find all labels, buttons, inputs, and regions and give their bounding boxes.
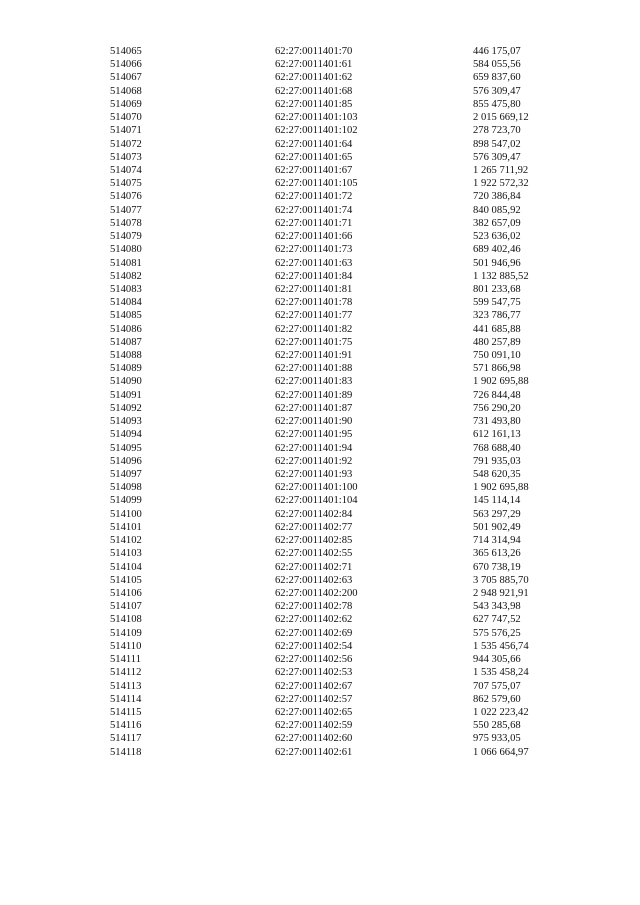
cadastral-number: 62:27:0011401:81 (275, 283, 353, 295)
cadastral-number: 62:27:0011401:64 (275, 138, 353, 150)
amount: 731 493,80 (473, 416, 521, 428)
row-number: 514095 (110, 442, 142, 454)
amount: 563 297,29 (473, 508, 521, 520)
cadastral-number: 62:27:0011401:82 (275, 323, 353, 335)
row-number: 514107 (110, 601, 142, 613)
table-row (0, 164, 640, 177)
cadastral-number: 62:27:0011402:65 (275, 706, 353, 718)
row-number: 514089 (110, 363, 142, 375)
cadastral-number: 62:27:0011402:200 (275, 587, 358, 599)
row-number: 514085 (110, 310, 142, 322)
cadastral-number: 62:27:0011401:62 (275, 72, 353, 84)
amount: 523 636,02 (473, 231, 521, 243)
cadastral-number: 62:27:0011401:72 (275, 191, 353, 203)
table-row (0, 124, 640, 137)
cadastral-number: 62:27:0011401:89 (275, 389, 353, 401)
table-row (0, 323, 640, 336)
amount: 768 688,40 (473, 442, 521, 454)
row-number: 514097 (110, 469, 142, 480)
cadastral-number: 62:27:0011401:78 (275, 297, 353, 309)
amount: 670 738,19 (473, 561, 521, 573)
row-number: 514111 (110, 654, 141, 666)
row-number: 514074 (110, 164, 142, 176)
amount: 2 015 669,12 (473, 112, 529, 124)
cadastral-number: 62:27:0011402:57 (275, 693, 353, 705)
row-number: 514075 (110, 178, 142, 190)
cadastral-number: 62:27:0011402:63 (275, 574, 353, 586)
cadastral-number: 62:27:0011402:67 (275, 680, 353, 692)
cadastral-number: 62:27:0011401:65 (275, 151, 353, 163)
table-row (0, 71, 640, 84)
table-row (0, 190, 640, 203)
cadastral-number: 62:27:0011401:103 (275, 112, 358, 124)
row-number: 514112 (110, 667, 142, 679)
cadastral-number: 62:27:0011401:84 (275, 270, 353, 282)
cadastral-number: 62:27:0011401:100 (275, 482, 358, 494)
row-number: 514080 (110, 244, 142, 256)
row-number: 514071 (110, 125, 142, 137)
row-number: 514110 (110, 640, 142, 652)
row-number: 514102 (110, 535, 142, 547)
table-row (0, 415, 640, 428)
row-number: 514096 (110, 455, 142, 467)
row-number: 514076 (110, 191, 142, 203)
cadastral-number: 62:27:0011401:71 (275, 217, 353, 229)
table-row (0, 547, 640, 560)
table-row (0, 296, 640, 309)
table-row (0, 58, 640, 71)
cadastral-number: 62:27:0011401:74 (275, 204, 353, 216)
table-row (0, 732, 640, 745)
amount: 1 922 572,32 (473, 178, 529, 190)
row-number: 514099 (110, 495, 142, 507)
row-number: 514077 (110, 204, 142, 216)
table-row (0, 706, 640, 719)
cadastral-number: 62:27:0011401:90 (275, 416, 353, 428)
row-number: 514079 (110, 231, 142, 243)
table-row (0, 640, 640, 653)
cadastral-number: 62:27:0011402:77 (275, 521, 353, 533)
row-number: 514081 (110, 257, 142, 269)
table-row (0, 600, 640, 613)
amount: 714 314,94 (473, 535, 521, 547)
row-number: 514103 (110, 548, 142, 560)
row-number: 514091 (110, 389, 142, 401)
amount: 278 723,70 (473, 125, 521, 137)
row-number: 514098 (110, 482, 142, 494)
amount: 791 935,03 (473, 455, 521, 467)
table-row (0, 98, 640, 111)
amount: 862 579,60 (473, 693, 521, 705)
row-number: 514106 (110, 587, 142, 599)
table-row (0, 283, 640, 296)
cadastral-number: 62:27:0011401:95 (275, 429, 353, 441)
amount: 720 386,84 (473, 191, 521, 203)
table-row (0, 494, 640, 507)
row-number: 514078 (110, 217, 142, 229)
cadastral-number: 62:27:0011401:93 (275, 469, 353, 480)
cadastral-number: 62:27:0011401:92 (275, 455, 353, 467)
amount: 756 290,20 (473, 402, 521, 414)
amount: 571 866,98 (473, 363, 521, 375)
row-number: 514073 (110, 151, 142, 163)
row-number: 514113 (110, 680, 142, 692)
table-row (0, 680, 640, 693)
row-number: 514065 (110, 46, 142, 57)
amount: 501 902,49 (473, 521, 521, 533)
table-row (0, 375, 640, 388)
table-row (0, 204, 640, 217)
amount: 3 705 885,70 (473, 574, 529, 586)
cadastral-number: 62:27:0011402:54 (275, 640, 353, 652)
amount: 575 576,25 (473, 627, 521, 639)
table-row (0, 151, 640, 164)
amount: 627 747,52 (473, 614, 521, 626)
table-row (0, 508, 640, 521)
amount: 550 285,68 (473, 720, 521, 732)
cadastral-number: 62:27:0011401:63 (275, 257, 353, 269)
cadastral-number: 62:27:0011401:68 (275, 85, 353, 97)
row-number: 514072 (110, 138, 142, 150)
table-row (0, 481, 640, 494)
amount: 548 620,35 (473, 469, 521, 480)
table-row (0, 627, 640, 640)
cadastral-number: 62:27:0011401:67 (275, 164, 353, 176)
amount: 1 022 223,42 (473, 706, 529, 718)
table-row (0, 561, 640, 574)
cadastral-number: 62:27:0011402:62 (275, 614, 353, 626)
table-row (0, 587, 640, 600)
table-row (0, 534, 640, 547)
amount: 726 844,48 (473, 389, 521, 401)
table-row (0, 693, 640, 706)
amount: 801 233,68 (473, 283, 521, 295)
amount: 855 475,80 (473, 98, 521, 110)
row-number: 514116 (110, 720, 142, 732)
table-row (0, 85, 640, 98)
cadastral-number: 62:27:0011402:61 (275, 746, 353, 758)
amount: 584 055,56 (473, 59, 521, 71)
amount: 840 085,92 (473, 204, 521, 216)
amount: 365 613,26 (473, 548, 521, 560)
table-row (0, 613, 640, 626)
table-row (0, 309, 640, 322)
row-number: 514086 (110, 323, 142, 335)
amount: 612 161,13 (473, 429, 521, 441)
cadastral-number: 62:27:0011401:83 (275, 376, 353, 388)
row-number: 514093 (110, 416, 142, 428)
data-table (0, 45, 640, 759)
row-number: 514070 (110, 112, 142, 124)
amount: 446 175,07 (473, 46, 521, 57)
amount: 543 343,98 (473, 601, 521, 613)
cadastral-number: 62:27:0011402:71 (275, 561, 353, 573)
amount: 1 265 711,92 (473, 164, 529, 176)
amount: 145 114,14 (473, 495, 521, 507)
amount: 599 547,75 (473, 297, 521, 309)
cadastral-number: 62:27:0011402:78 (275, 601, 353, 613)
table-row (0, 468, 640, 481)
amount: 944 305,66 (473, 654, 521, 666)
table-row (0, 45, 640, 58)
table-row (0, 746, 640, 759)
cadastral-number: 62:27:0011402:56 (275, 654, 353, 666)
table-row (0, 402, 640, 415)
cadastral-number: 62:27:0011401:94 (275, 442, 353, 454)
amount: 501 946,96 (473, 257, 521, 269)
table-row (0, 442, 640, 455)
table-row (0, 336, 640, 349)
cadastral-number: 62:27:0011401:87 (275, 402, 353, 414)
table-row (0, 243, 640, 256)
row-number: 514115 (110, 706, 142, 718)
amount: 659 837,60 (473, 72, 521, 84)
table-row (0, 653, 640, 666)
amount: 1 535 458,24 (473, 667, 529, 679)
row-number: 514108 (110, 614, 142, 626)
cadastral-number: 62:27:0011402:55 (275, 548, 353, 560)
cadastral-number: 62:27:0011401:85 (275, 98, 353, 110)
amount: 441 685,88 (473, 323, 521, 335)
cadastral-number: 62:27:0011401:91 (275, 350, 353, 362)
table-row (0, 574, 640, 587)
cadastral-number: 62:27:0011402:53 (275, 667, 353, 679)
cadastral-number: 62:27:0011401:105 (275, 178, 358, 190)
amount: 750 091,10 (473, 350, 521, 362)
cadastral-number: 62:27:0011401:70 (275, 46, 353, 57)
cadastral-number: 62:27:0011402:69 (275, 627, 353, 639)
amount: 480 257,89 (473, 336, 521, 348)
row-number: 514104 (110, 561, 142, 573)
amount: 898 547,02 (473, 138, 521, 150)
amount: 707 575,07 (473, 680, 521, 692)
row-number: 514117 (110, 733, 142, 745)
amount: 2 948 921,91 (473, 587, 529, 599)
row-number: 514092 (110, 402, 142, 414)
row-number: 514105 (110, 574, 142, 586)
amount: 689 402,46 (473, 244, 521, 256)
table-row (0, 389, 640, 402)
row-number: 514084 (110, 297, 142, 309)
row-number: 514066 (110, 59, 142, 71)
row-number: 514087 (110, 336, 142, 348)
row-number: 514088 (110, 350, 142, 362)
cadastral-number: 62:27:0011401:61 (275, 59, 353, 71)
row-number: 514100 (110, 508, 142, 520)
cadastral-number: 62:27:0011401:66 (275, 231, 353, 243)
row-number: 514118 (110, 746, 142, 758)
table-row (0, 111, 640, 124)
amount: 1 902 695,88 (473, 376, 529, 388)
row-number: 514082 (110, 270, 142, 282)
table-row (0, 257, 640, 270)
cadastral-number: 62:27:0011402:84 (275, 508, 353, 520)
cadastral-number: 62:27:0011402:59 (275, 720, 353, 732)
amount: 323 786,77 (473, 310, 521, 322)
table-row (0, 138, 640, 151)
amount: 1 535 456,74 (473, 640, 529, 652)
amount: 576 309,47 (473, 151, 521, 163)
row-number: 514069 (110, 98, 142, 110)
cadastral-number: 62:27:0011401:73 (275, 244, 353, 256)
amount: 1 066 664,97 (473, 746, 529, 758)
cadastral-number: 62:27:0011402:85 (275, 535, 353, 547)
table-row (0, 719, 640, 732)
table-row (0, 270, 640, 283)
cadastral-number: 62:27:0011401:77 (275, 310, 353, 322)
table-row (0, 217, 640, 230)
cadastral-number: 62:27:0011401:75 (275, 336, 353, 348)
amount: 576 309,47 (473, 85, 521, 97)
row-number: 514114 (110, 693, 142, 705)
cadastral-number: 62:27:0011401:88 (275, 363, 353, 375)
table-row (0, 666, 640, 679)
amount: 382 657,09 (473, 217, 521, 229)
row-number: 514090 (110, 376, 142, 388)
row-number: 514083 (110, 283, 142, 295)
table-row (0, 455, 640, 468)
amount: 1 902 695,88 (473, 482, 529, 494)
cadastral-number: 62:27:0011401:102 (275, 125, 358, 137)
cadastral-number: 62:27:0011402:60 (275, 733, 353, 745)
row-number: 514067 (110, 72, 142, 84)
table-row (0, 362, 640, 375)
table-row (0, 349, 640, 362)
table-row (0, 230, 640, 243)
row-number: 514101 (110, 521, 142, 533)
row-number: 514068 (110, 85, 142, 97)
table-row (0, 521, 640, 534)
table-row (0, 428, 640, 441)
amount: 1 132 885,52 (473, 270, 529, 282)
row-number: 514094 (110, 429, 142, 441)
amount: 975 933,05 (473, 733, 521, 745)
cadastral-number: 62:27:0011401:104 (275, 495, 358, 507)
row-number: 514109 (110, 627, 142, 639)
table-row (0, 177, 640, 190)
